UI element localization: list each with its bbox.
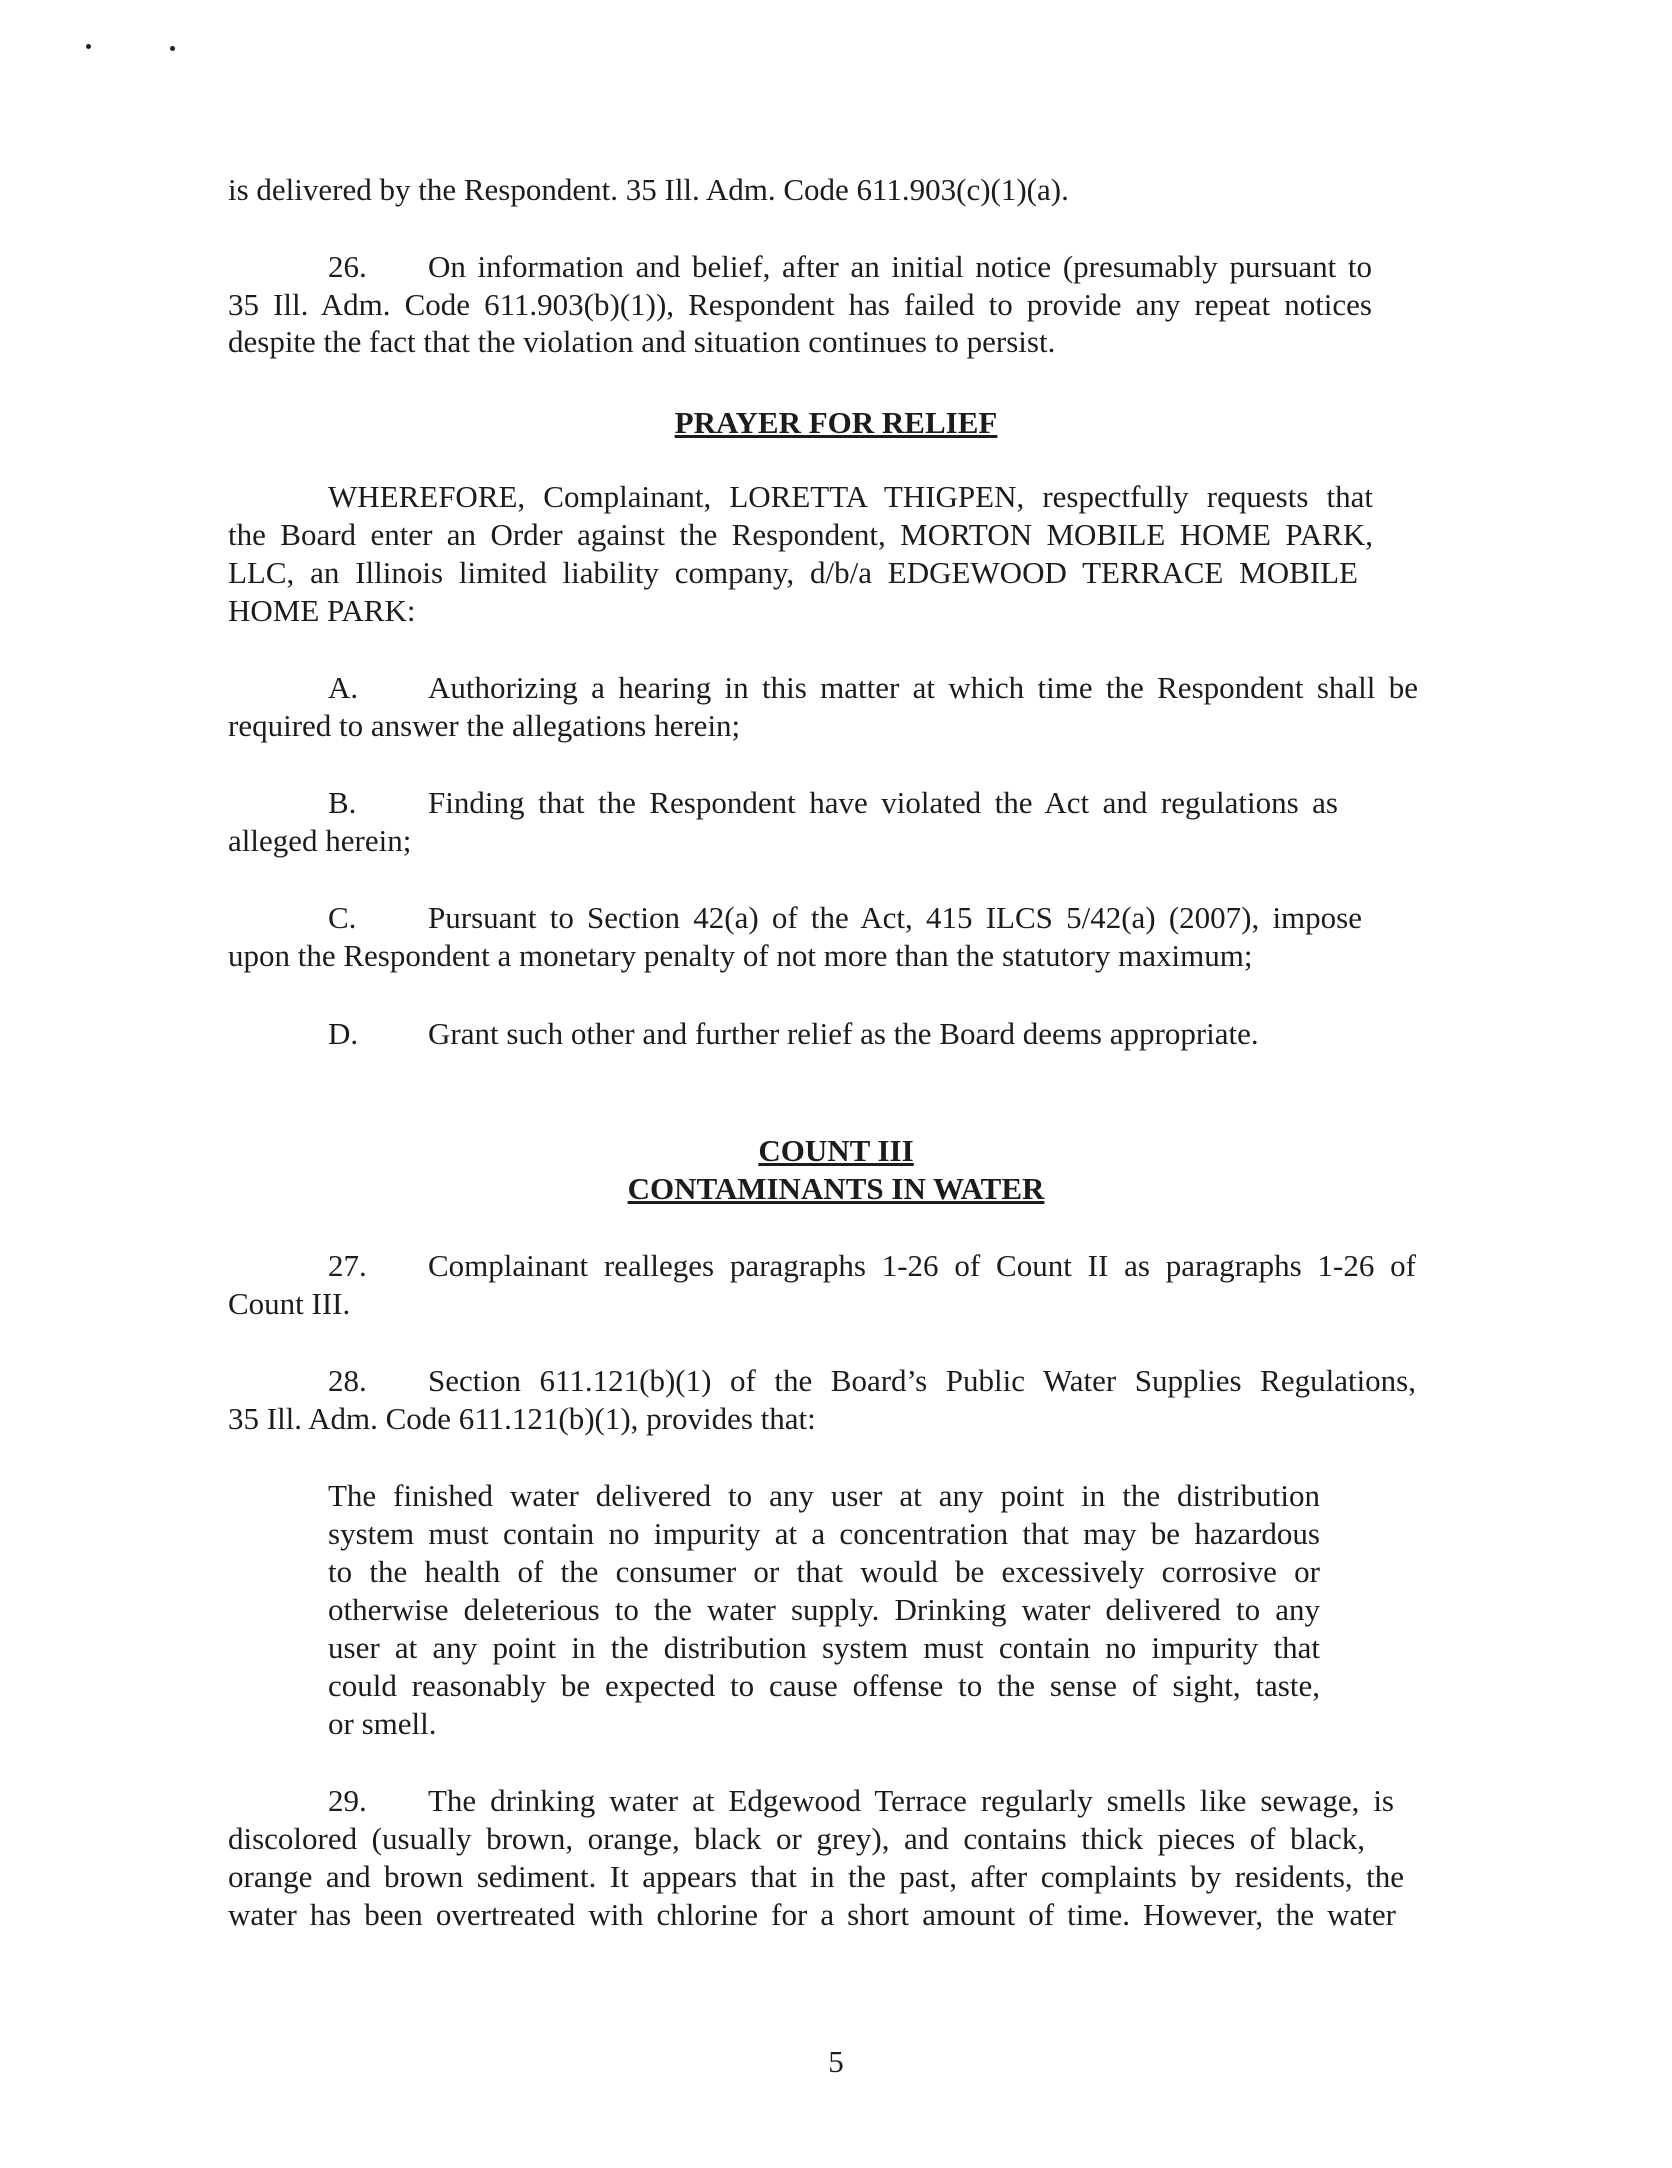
paragraph-number: 27. bbox=[328, 1248, 367, 1283]
paragraph-29-line: water has been overtreated with chlorine for a short amount of time. However, the water bbox=[228, 1897, 1396, 1932]
quote-line: user at any point in the distribution system must contain no impurity that bbox=[328, 1630, 1320, 1665]
relief-item-c-line: upon the Respondent a monetary penalty of not more than the statutory maximum; bbox=[228, 938, 1253, 973]
paragraph-text: Section 611.121(b)(1) of the Board’s Public Water Supplies Regulations, bbox=[428, 1363, 1416, 1398]
wherefore-line: LLC, an Illinois limited liability company, d/b/a EDGEWOOD TERRACE MOBILE bbox=[228, 555, 1358, 590]
paragraph-number: 26. bbox=[328, 249, 367, 284]
paragraph-27-line: Count III. bbox=[228, 1286, 351, 1321]
paragraph-26-line: 35 Ill. Adm. Code 611.903(b)(1)), Respondent has failed to provide any repeat notices bbox=[228, 287, 1372, 322]
relief-item-a bbox=[328, 669, 1418, 707]
quote-line: to the health of the consumer or that would be excessively corrosive or bbox=[328, 1554, 1320, 1589]
paragraph-number: 28. bbox=[328, 1363, 367, 1398]
paragraph-29-line bbox=[328, 1782, 1394, 1820]
wherefore-line: the Board enter an Order against the Respondent, MORTON MOBILE HOME PARK, bbox=[228, 517, 1373, 552]
wherefore-line: WHEREFORE, Complainant, LORETTA THIGPEN, respectfully requests that bbox=[328, 479, 1373, 514]
paragraph-27-line bbox=[328, 1247, 1416, 1285]
paragraph-26-line bbox=[328, 248, 1372, 286]
quote-line: The finished water delivered to any user at any point in the distribution bbox=[328, 1478, 1320, 1513]
wherefore-line: HOME PARK: bbox=[228, 593, 416, 628]
paragraph-text: The drinking water at Edgewood Terrace regularly smells like sewage, is bbox=[428, 1783, 1394, 1818]
relief-text: Authorizing a hearing in this matter at which time the Respondent shall be bbox=[428, 670, 1418, 705]
quote-line: could reasonably be expected to cause offense to the sense of sight, taste, bbox=[328, 1668, 1320, 1703]
relief-text: Grant such other and further relief as the Board deems appropriate. bbox=[428, 1016, 1259, 1051]
paragraph-28-line bbox=[328, 1362, 1416, 1400]
paragraph-number: 29. bbox=[328, 1783, 367, 1818]
relief-text: Finding that the Respondent have violated the Act and regulations as bbox=[428, 785, 1338, 820]
relief-letter: B. bbox=[328, 785, 357, 820]
relief-item-a-line: required to answer the allegations herein; bbox=[228, 708, 741, 743]
paragraph-29-line: orange and brown sediment. It appears that in the past, after complaints by residents, the bbox=[228, 1859, 1404, 1894]
relief-letter: A. bbox=[328, 670, 359, 705]
paragraph-26-line: despite the fact that the violation and situation continues to persist. bbox=[228, 324, 1056, 359]
carryover-line: is delivered by the Respondent. 35 Ill. Adm. Code 611.903(c)(1)(a). bbox=[228, 172, 1069, 207]
relief-item-b bbox=[328, 784, 1338, 822]
paragraph-29-line: discolored (usually brown, orange, black or grey), and contains thick pieces of black, bbox=[228, 1821, 1365, 1856]
count-subheading: CONTAMINANTS IN WATER bbox=[627, 1171, 1045, 1206]
relief-item-d bbox=[328, 1015, 1528, 1053]
paragraph-text: Complainant realleges paragraphs 1-26 of Count II as paragraphs 1-26 of bbox=[428, 1248, 1416, 1283]
scan-mark-dot bbox=[170, 46, 175, 51]
count-heading: COUNT III bbox=[758, 1133, 914, 1168]
relief-text: Pursuant to Section 42(a) of the Act, 415 ILCS 5/42(a) (2007), impose bbox=[428, 900, 1362, 935]
paragraph-text: On information and belief, after an initial notice (presumably pursuant to bbox=[428, 249, 1372, 284]
quote-line: system must contain no impurity at a concentration that may be hazardous bbox=[328, 1516, 1320, 1551]
relief-item-b-line: alleged herein; bbox=[228, 823, 412, 858]
quote-line: otherwise deleterious to the water supply. Drinking water delivered to any bbox=[328, 1592, 1320, 1627]
relief-letter: D. bbox=[328, 1016, 359, 1051]
paragraph-28-line: 35 Ill. Adm. Code 611.121(b)(1), provides that: bbox=[228, 1401, 816, 1436]
prayer-heading: PRAYER FOR RELIEF bbox=[674, 405, 998, 440]
page-number: 5 bbox=[828, 2044, 844, 2079]
relief-letter: C. bbox=[328, 900, 357, 935]
scan-mark-dot bbox=[86, 44, 91, 49]
quote-line: or smell. bbox=[328, 1706, 437, 1741]
relief-item-c bbox=[328, 899, 1362, 937]
